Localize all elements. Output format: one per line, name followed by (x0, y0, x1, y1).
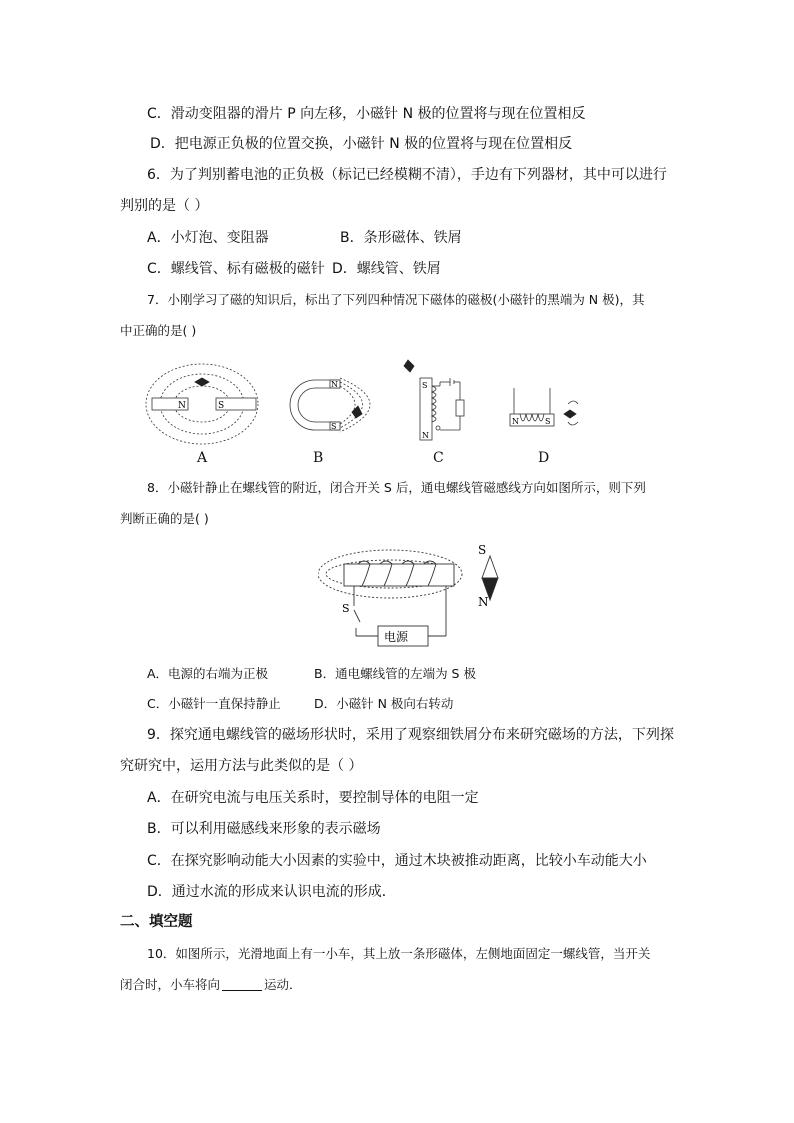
q10-stem-after-blank: 运动． (264, 977, 302, 992)
q7-fig-a (146, 364, 258, 444)
q7-a-pole-n: N (178, 401, 186, 411)
q6-option-d: D．螺线管、铁屑 (332, 261, 441, 277)
q8-power-label: 电源 (384, 630, 409, 644)
q10-stem-before-blank: 闭合时，小车将向 (120, 977, 221, 992)
q6-option-b: B．条形磁体、铁屑 (340, 230, 462, 246)
q7-a-pole-s: S (218, 401, 225, 411)
q7-b-pole-s: S (331, 422, 337, 431)
q7-label-a: A (197, 450, 208, 466)
q5-option-d: D．把电源正负极的位置交换，小磁针 N 极的位置将与现在位置相反 (150, 136, 573, 152)
q7-d-pole-s: S (545, 417, 551, 426)
q8-stem-line2: 判断正确的是( ) (120, 511, 209, 526)
q8-figure (318, 540, 508, 660)
q10-answer-blank[interactable] (222, 976, 262, 991)
q6-stem-line2: 判别的是（ ） (120, 198, 209, 214)
q8-switch-label: S (342, 602, 350, 615)
q7-label-b: B (313, 450, 324, 466)
q7-fig-c (404, 360, 464, 440)
q7-stem-line2: 中正确的是( ) (120, 323, 197, 338)
q6-stem-line1: 6．为了判别蓄电池的正负极（标记已经模糊不清），手边有下列器材，其中可以进行 (147, 167, 667, 183)
q8-option-b: B．通电螺线管的左端为 S 极 (314, 666, 476, 681)
q8-option-d: D．小磁针 N 极向右转动 (314, 696, 454, 711)
q7-fig-d (510, 388, 578, 426)
section2-title: 二、填空题 (120, 914, 193, 930)
q5-option-c: C．滑动变阻器的滑片 P 向左移，小磁针 N 极的位置将与现在位置相反 (147, 106, 586, 122)
q7-stem-line1: 7．小刚学习了磁的知识后，标出了下列四种情况下磁体的磁极(小磁针的黑端为 N 极)，其 (147, 292, 645, 307)
q9-stem-line1: 9．探究通电螺线管的磁场形状时，采用了观察细铁屑分布来研究磁场的方法，下列探 (147, 727, 674, 743)
q9-option-c: C．在探究影响动能大小因素的实验中，通过木块被推动距离，比较小车动能大小 (147, 853, 647, 869)
q8-option-a: A．电源的右端为正极 (147, 666, 269, 681)
q8-needle-s: S (478, 543, 487, 557)
q7-figure (140, 352, 600, 452)
q7-fig-b (290, 378, 370, 432)
q7-label-d: D (538, 450, 550, 466)
q10-stem-line1: 10．如图所示，光滑地面上有一小车，其上放一条形磁体，左侧地面固定一螺线管，当开关 (147, 946, 651, 961)
q7-c-pole-s: S (422, 381, 428, 390)
q8-needle-n: N (478, 595, 489, 609)
q8-option-c: C．小磁针一直保持静止 (147, 696, 281, 711)
q7-d-pole-n: N (512, 417, 519, 426)
q6-option-c: C．螺线管、标有磁极的磁针 (147, 261, 325, 277)
q9-option-d: D．通过水流的形成来认识电流的形成． (147, 884, 396, 900)
q9-stem-line2: 究研究中，运用方法与此类似的是（ ） (120, 758, 363, 774)
q10-stem-line2 (120, 975, 302, 995)
q7-label-c: C (433, 450, 444, 466)
q9-option-b: B．可以利用磁感线来形象的表示磁场 (147, 821, 381, 837)
q6-option-a: A．小灯泡、变阻器 (147, 230, 269, 246)
q7-c-pole-n: N (422, 431, 429, 440)
q9-option-a: A．在研究电流与电压关系时，要控制导体的电阻一定 (147, 790, 479, 806)
q7-b-pole-n: N (331, 380, 338, 389)
q8-stem-line1: 8．小磁针静止在螺线管的附近，闭合开关 S 后，通电螺线管磁感线方向如图所示，则下列 (147, 480, 646, 495)
